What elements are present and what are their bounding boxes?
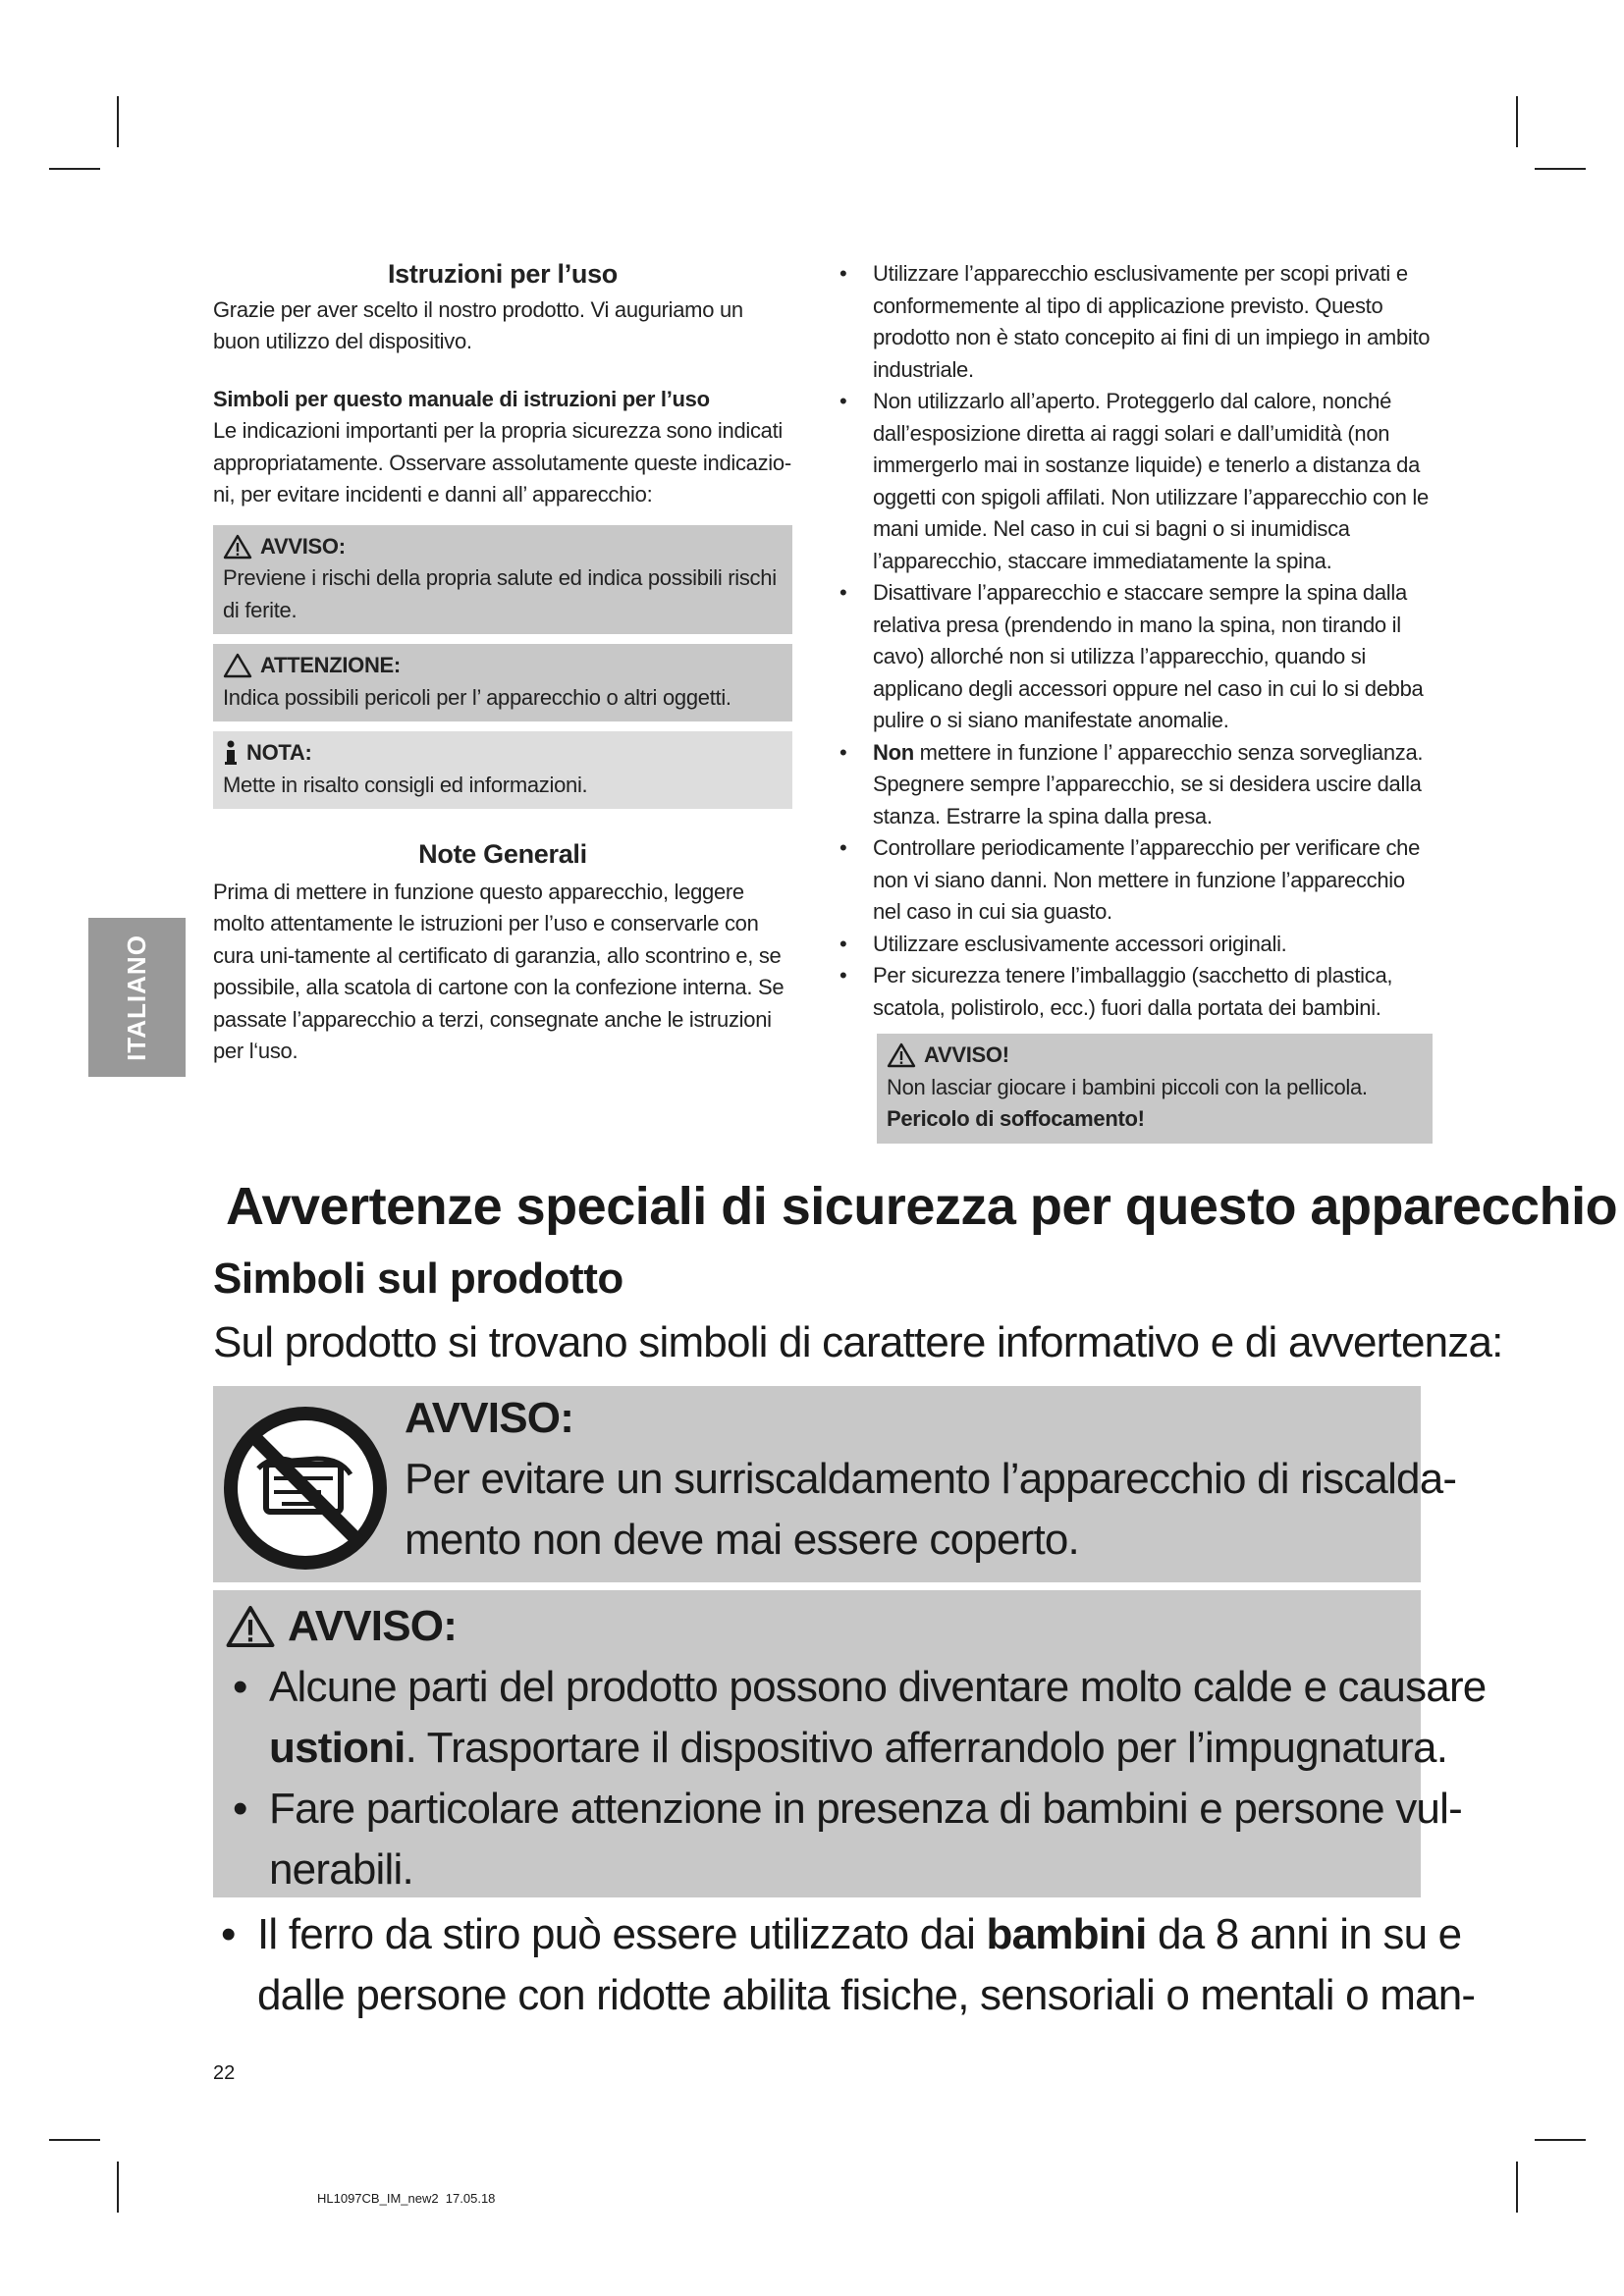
list-item: • Fare particolare attenzione in presenza di bambini e persone vul- nerabili. bbox=[225, 1779, 1421, 1900]
caution-triangle-icon bbox=[223, 653, 252, 678]
children-use-paragraph bbox=[213, 1904, 1476, 2026]
caution-box bbox=[213, 644, 792, 721]
warning-triangle-icon bbox=[887, 1042, 916, 1068]
hot-warning-box bbox=[213, 1590, 1487, 1897]
symbols-heading: Simboli per questo manuale di istruzioni per l’uso bbox=[213, 386, 710, 411]
suffocation-warning-bold: Pericolo di soffocamento! bbox=[887, 1106, 1145, 1131]
crop-mark-bl-h bbox=[49, 2139, 100, 2141]
cover-warning-line2: mento non deve mai essere coperto. bbox=[405, 1516, 1079, 1564]
do-not-cover-icon bbox=[223, 1406, 388, 1571]
list-item: • Non utilizzarlo all’aperto. Proteggerlo dal calore, nonché dall’esposizione diretta ai raggi solari e dall’umidità (non immergerlo mai in sostanze liquide) e tenerlo a distanza da oggetti con spigoli affilati. Non utilizzare l’apparecchio con le mani umide. Nel caso in cui si bagni o si inumidisca l’apparecchio, staccare immediatamente la spina. bbox=[834, 386, 1433, 577]
footer-code: HL1097CB_IM_new2 17.05.18 bbox=[317, 2191, 496, 2206]
warning-triangle-icon bbox=[225, 1604, 276, 1649]
cover-warning-title: AVVISO: bbox=[405, 1394, 574, 1442]
cover-warning-content bbox=[405, 1386, 1457, 1571]
suffocation-warning-title: AVVISO! bbox=[887, 1040, 1423, 1072]
warning-box bbox=[213, 525, 792, 635]
note-box bbox=[213, 731, 792, 809]
warning-title: AVVISO: bbox=[223, 531, 783, 563]
note-title: NOTA: bbox=[223, 737, 783, 770]
hot-warning-list bbox=[225, 1657, 1487, 1900]
page-number: 22 bbox=[213, 2062, 236, 2084]
note-text: Mette in risalto consigli ed informazioni. bbox=[223, 772, 588, 797]
suffocation-warning-box bbox=[877, 1034, 1433, 1144]
suffocation-warning-text: Non lasciar giocare i bambini piccoli con la pellicola. bbox=[887, 1074, 1368, 1099]
caution-title: ATTENZIONE: bbox=[223, 650, 783, 682]
symbols-text: Le indicazioni importanti per la propria sicurezza sono indicati appropriatamente. Osservare assolutamente queste indicazio-ni, per evitare incidenti e danni all’ apparecchio: bbox=[213, 418, 791, 507]
crop-mark-br-h bbox=[1535, 2139, 1586, 2141]
language-tab bbox=[88, 918, 186, 1077]
language-label: ITALIANO bbox=[122, 934, 151, 1061]
cover-warning-line1: Per evitare un surriscaldamento l’apparecchio di riscalda- bbox=[405, 1455, 1457, 1503]
warning-triangle-icon bbox=[223, 534, 252, 560]
caution-text: Indica possibili pericoli per l’ apparecchio o altri oggetti. bbox=[223, 684, 731, 710]
safety-list bbox=[834, 258, 1433, 1024]
page-title: Istruzioni per l’uso bbox=[387, 259, 619, 289]
warning-text: Previene i rischi della propria salute ed indica possibili rischi di ferite. bbox=[223, 565, 777, 622]
list-item: • Alcune parti del prodotto possono diventare molto calde e causare ustioni. Trasportare il dispositivo afferrandolo per l’impugnatura. bbox=[225, 1657, 1421, 1779]
intro-text: Grazie per aver scelto il nostro prodotto. Vi auguriamo un buon utilizzo del dispositivo. bbox=[213, 296, 743, 353]
crop-mark-tr-h bbox=[1535, 168, 1586, 170]
info-icon bbox=[223, 740, 239, 766]
list-item: • Il ferro da stiro può essere utilizzato dai bambini da 8 anni in su e dalle persone con ridotte abilita fisiche, sensoriali o mentali o man- bbox=[213, 1904, 1431, 2026]
right-column bbox=[834, 258, 1433, 1144]
crop-mark-bl-v bbox=[117, 2162, 119, 2213]
list-item: • Utilizzare esclusivamente accessori originali. bbox=[834, 929, 1433, 961]
crop-mark-tl-v bbox=[117, 96, 119, 147]
crop-mark-br-v bbox=[1516, 2162, 1518, 2213]
product-symbols-heading: Simboli sul prodotto bbox=[213, 1255, 623, 1303]
general-heading: Note Generali bbox=[418, 839, 587, 869]
special-heading: Avvertenze speciali di sicurezza per questo apparecchio bbox=[226, 1177, 1618, 1236]
hot-warning-title: AVVISO: bbox=[225, 1596, 1421, 1657]
general-text: Prima di mettere in funzione questo apparecchio, leggere molto attentamente le istruzioni per l’uso e conservarle con cura uni-tamente al certificato di garanzia, allo scontrino e, se possibile, alla scatola di cartone con la confezione interna. Se passate l’apparecchio a terzi, consegnate anche le istruzioni per l‘uso. bbox=[213, 879, 785, 1063]
list-item: • Per sicurezza tenere l’imballaggio (sacchetto di plastica, scatola, polistirolo, ecc.) fuori dalla portata dei bambini. bbox=[834, 960, 1433, 1024]
list-item: • Controllare periodicamente l’apparecchio per verificare che non vi siano danni. Non mettere in funzione l’apparecchio nel caso in cui sia guasto. bbox=[834, 832, 1433, 929]
crop-mark-tl-h bbox=[49, 168, 100, 170]
list-item: • Disattivare l’apparecchio e staccare sempre la spina dalla relativa presa (prendendo in mano la spina, non tirando il cavo) allorché non si utilizza l’apparecchio, quando si applicano degli accessori oppure nel caso in cui lo si debba pulire o si siano manifestate anomalie. bbox=[834, 577, 1433, 737]
left-column bbox=[213, 258, 792, 1068]
list-item: • Utilizzare l’apparecchio esclusivamente per scopi privati e conformemente al tipo di applicazione previsto. Questo prodotto non è stato concepito ai fini di un impiego in ambito industriale. bbox=[834, 258, 1433, 386]
product-symbols-text: Sul prodotto si trovano simboli di carattere informativo e di avvertenza: bbox=[213, 1318, 1503, 1366]
list-item: • Non mettere in funzione l’ apparecchio senza sorveglianza. Spegnere sempre l’apparecchio, se si desidera uscire dalla stanza. Estrarre la spina dalla presa. bbox=[834, 737, 1433, 833]
cover-warning-box bbox=[213, 1386, 1457, 1582]
crop-mark-tr-v bbox=[1516, 96, 1518, 147]
